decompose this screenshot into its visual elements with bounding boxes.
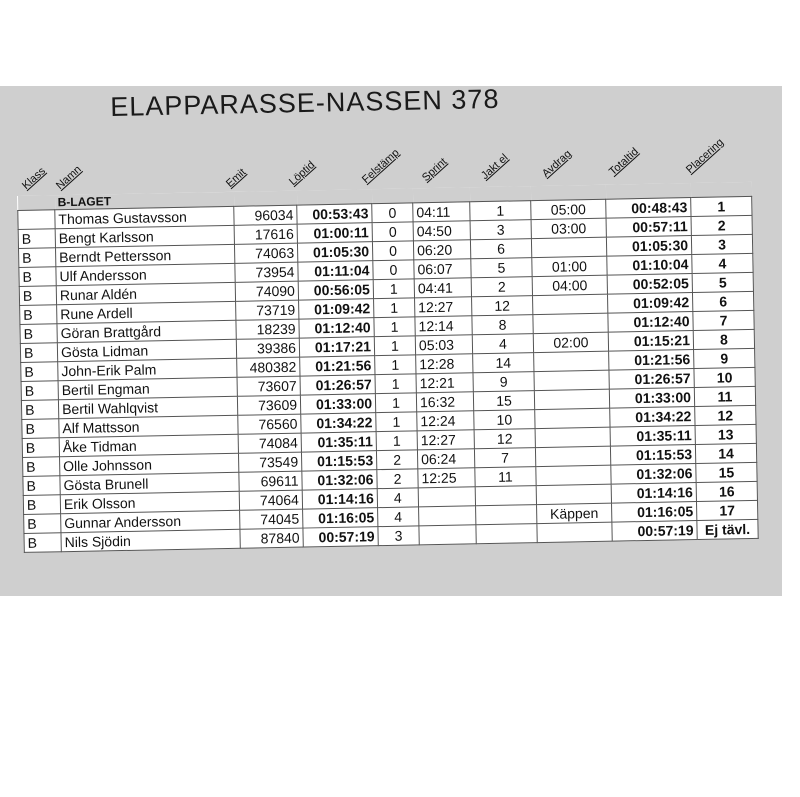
klass-cell: B — [22, 438, 59, 458]
name-cell: Thomas Gustavsson — [55, 206, 234, 228]
felstamp-cell: 0 — [372, 203, 413, 223]
felstamp-cell: 1 — [375, 393, 416, 413]
header-namn: Namn — [53, 163, 84, 192]
felstamp-cell: 1 — [374, 298, 415, 318]
placering-cell: 3 — [691, 234, 752, 254]
name-cell: Bertil Wahlqvist — [58, 396, 237, 418]
loptid-cell: 00:56:05 — [298, 280, 373, 300]
klass-cell: B — [22, 419, 59, 439]
emit-cell: 73549 — [238, 452, 301, 472]
sprint-cell: 12:14 — [415, 316, 472, 336]
felstamp-cell: 0 — [372, 241, 413, 261]
loptid-cell: 01:05:30 — [297, 242, 372, 262]
jakt-cell: 12 — [474, 429, 535, 449]
totaltid-cell: 01:34:22 — [610, 407, 695, 428]
avdrag-cell — [534, 351, 609, 371]
avdrag-cell: Käppen — [537, 503, 612, 523]
name-cell: Åke Tidman — [59, 434, 238, 456]
avdrag-cell — [535, 446, 610, 466]
loptid-cell: 00:53:43 — [297, 204, 372, 224]
name-cell: Gunnar Andersson — [61, 510, 240, 532]
placering-cell: Ej tävl. — [697, 519, 758, 539]
name-cell: Runar Aldén — [56, 282, 235, 304]
name-cell: Gösta Lidman — [57, 339, 236, 361]
name-cell: Alf Mattsson — [59, 415, 238, 437]
totaltid-cell: 01:12:40 — [608, 312, 693, 333]
placering-cell: 11 — [694, 386, 755, 406]
loptid-cell: 01:34:22 — [301, 413, 376, 433]
jakt-cell: 7 — [474, 448, 535, 468]
loptid-cell: 01:35:11 — [301, 432, 376, 452]
klass-cell: B — [24, 514, 61, 534]
header-loptid: Löptid — [286, 159, 318, 188]
emit-cell: 73954 — [235, 262, 298, 282]
totaltid-cell: 01:15:21 — [608, 331, 693, 352]
totaltid-cell: 01:14:16 — [611, 483, 696, 504]
name-cell: Erik Olsson — [60, 491, 239, 513]
felstamp-cell: 1 — [376, 431, 417, 451]
sprint-cell: 12:24 — [417, 411, 474, 431]
emit-cell: 480382 — [237, 357, 300, 377]
felstamp-cell: 0 — [372, 222, 413, 242]
felstamp-cell: 0 — [373, 260, 414, 280]
felstamp-cell: 1 — [375, 355, 416, 375]
klass-cell: B — [24, 533, 61, 553]
klass-cell: B — [19, 286, 56, 306]
felstamp-cell: 1 — [375, 374, 416, 394]
loptid-cell: 01:15:53 — [301, 451, 376, 471]
sprint-cell: 06:24 — [417, 449, 474, 469]
avdrag-cell: 05:00 — [531, 199, 606, 219]
felstamp-cell: 2 — [376, 450, 417, 470]
felstamp-cell: 4 — [377, 488, 418, 508]
avdrag-cell — [536, 484, 611, 504]
header-avdrag: Avdrag — [539, 147, 574, 180]
totaltid-cell: 01:33:00 — [609, 388, 694, 409]
klass-cell: B — [18, 229, 55, 249]
avdrag-cell: 04:00 — [532, 275, 607, 295]
placering-cell: 10 — [694, 367, 755, 387]
name-cell: Nils Sjödin — [61, 529, 240, 551]
placering-cell: 12 — [695, 405, 756, 425]
jakt-cell — [475, 486, 536, 506]
totaltid-cell: 00:48:43 — [606, 198, 691, 219]
felstamp-cell: 4 — [378, 507, 419, 527]
sprint-cell: 04:11 — [413, 202, 470, 222]
header-sprint: Sprint — [419, 155, 450, 184]
felstamp-cell: 1 — [376, 412, 417, 432]
emit-cell: 39386 — [236, 338, 299, 358]
klass-cell: B — [23, 457, 60, 477]
loptid-cell: 01:11:04 — [298, 261, 373, 281]
felstamp-cell: 1 — [374, 317, 415, 337]
klass-cell: B — [21, 400, 58, 420]
loptid-cell: 01:26:57 — [300, 375, 375, 395]
totaltid-cell: 01:21:56 — [609, 350, 694, 371]
loptid-cell: 01:33:00 — [300, 394, 375, 414]
klass-cell: B — [19, 267, 56, 287]
name-cell: Berndt Pettersson — [56, 244, 235, 266]
avdrag-cell — [533, 313, 608, 333]
sprint-cell: 12:27 — [415, 297, 472, 317]
felstamp-cell: 1 — [373, 279, 414, 299]
jakt-cell: 15 — [473, 391, 534, 411]
totaltid-cell: 00:52:05 — [607, 274, 692, 295]
emit-cell: 73719 — [236, 300, 299, 320]
header-felstamp: Felstämp — [359, 146, 402, 186]
emit-cell: 74084 — [238, 433, 301, 453]
avdrag-cell — [534, 389, 609, 409]
jakt-cell: 2 — [471, 277, 532, 297]
sprint-cell: 12:21 — [416, 373, 473, 393]
page-title: ELAPPARASSE-NASSEN 378 — [110, 83, 500, 122]
jakt-cell: 11 — [475, 467, 536, 487]
header-jakt: Jakt el — [478, 151, 511, 182]
placering-cell: 4 — [692, 253, 753, 273]
header-klass: Klass — [19, 165, 48, 192]
name-cell: Bengt Karlsson — [55, 225, 234, 247]
totaltid-cell: 01:16:05 — [612, 502, 697, 523]
loptid-cell: 01:21:56 — [300, 356, 375, 376]
totaltid-cell: 00:57:11 — [606, 217, 691, 238]
name-cell: Ulf Andersson — [56, 263, 235, 285]
sprint-cell — [419, 525, 476, 545]
emit-cell: 74045 — [240, 509, 303, 529]
emit-cell: 96034 — [234, 205, 297, 225]
totaltid-cell: 01:15:53 — [610, 445, 695, 466]
placering-cell: 5 — [692, 272, 753, 292]
placering-cell: 7 — [693, 310, 754, 330]
avdrag-cell — [535, 408, 610, 428]
placering-cell: 14 — [695, 443, 756, 463]
felstamp-cell: 1 — [374, 336, 415, 356]
avdrag-cell — [533, 294, 608, 314]
loptid-cell: 01:14:16 — [302, 489, 377, 509]
emit-cell: 17616 — [234, 224, 297, 244]
klass-cell: B — [21, 381, 58, 401]
totaltid-cell: 01:32:06 — [611, 464, 696, 485]
sprint-cell: 16:32 — [416, 392, 473, 412]
placering-cell: 16 — [696, 481, 757, 501]
emit-cell: 87840 — [240, 528, 303, 548]
jakt-cell: 12 — [472, 296, 533, 316]
name-cell: Rune Ardell — [57, 301, 236, 323]
name-cell: Bertil Engman — [58, 377, 237, 399]
loptid-cell: 00:57:19 — [303, 527, 378, 547]
loptid-cell: 01:16:05 — [303, 508, 378, 528]
avdrag-cell: 02:00 — [533, 332, 608, 352]
placering-cell: 13 — [695, 424, 756, 444]
emit-cell: 69611 — [239, 471, 302, 491]
name-cell: Olle Johnsson — [60, 453, 239, 475]
klass-cell — [18, 210, 55, 230]
placering-cell: 2 — [691, 215, 752, 235]
avdrag-cell — [535, 427, 610, 447]
loptid-cell: 01:17:21 — [299, 337, 374, 357]
klass-cell: B — [21, 362, 58, 382]
jakt-cell — [476, 505, 537, 525]
avdrag-cell — [534, 370, 609, 390]
jakt-cell — [476, 524, 537, 544]
emit-cell: 74063 — [234, 243, 297, 263]
placering-cell: 1 — [691, 196, 752, 216]
header-placering: Placering — [683, 136, 727, 176]
name-cell: Göran Brattgård — [57, 320, 236, 342]
avdrag-cell — [531, 237, 606, 257]
jakt-cell: 10 — [474, 410, 535, 430]
jakt-cell: 4 — [472, 334, 533, 354]
avdrag-cell: 03:00 — [531, 218, 606, 238]
totaltid-cell: 01:09:42 — [607, 293, 692, 314]
klass-cell: B — [20, 305, 57, 325]
results-table-wrapper — [17, 182, 759, 553]
sprint-cell: 12:27 — [417, 430, 474, 450]
placering-cell: 6 — [692, 291, 753, 311]
loptid-cell: 01:32:06 — [302, 470, 377, 490]
sprint-cell: 04:50 — [413, 221, 470, 241]
totaltid-cell: 01:26:57 — [609, 369, 694, 390]
jakt-cell: 3 — [470, 220, 531, 240]
loptid-cell: 01:12:40 — [299, 318, 374, 338]
placering-cell: 15 — [696, 462, 757, 482]
loptid-cell: 01:00:11 — [297, 223, 372, 243]
sprint-cell: 06:07 — [414, 259, 471, 279]
klass-cell: B — [23, 495, 60, 515]
placering-cell: 17 — [696, 500, 757, 520]
name-cell: John-Erik Palm — [58, 358, 237, 380]
sprint-cell: 06:20 — [413, 240, 470, 260]
totaltid-cell: 01:10:04 — [607, 255, 692, 276]
jakt-cell: 5 — [471, 258, 532, 278]
jakt-cell: 14 — [473, 353, 534, 373]
avdrag-cell — [536, 465, 611, 485]
section-label: B-LAGET — [54, 192, 233, 210]
header-emit: Emit — [223, 166, 249, 190]
header-totaltid: Totaltid — [606, 145, 641, 178]
sprint-cell: 05:03 — [415, 335, 472, 355]
totaltid-cell: 01:05:30 — [606, 236, 691, 257]
sprint-cell: 04:41 — [414, 278, 471, 298]
placering-cell: 9 — [694, 348, 755, 368]
emit-cell: 76560 — [238, 414, 301, 434]
klass-cell: B — [19, 248, 56, 268]
emit-cell: 74064 — [239, 490, 302, 510]
jakt-cell: 9 — [473, 372, 534, 392]
felstamp-cell: 2 — [377, 469, 418, 489]
column-headers — [0, 0, 800, 200]
totaltid-cell: 00:57:19 — [612, 521, 697, 542]
emit-cell: 18239 — [236, 319, 299, 339]
emit-cell: 74090 — [235, 281, 298, 301]
klass-cell: B — [23, 476, 60, 496]
placering-cell: 8 — [693, 329, 754, 349]
jakt-cell: 6 — [470, 239, 531, 259]
loptid-cell: 01:09:42 — [299, 299, 374, 319]
avdrag-cell: 01:00 — [532, 256, 607, 276]
avdrag-cell — [537, 522, 612, 542]
jakt-cell: 8 — [472, 315, 533, 335]
results-table — [17, 182, 759, 553]
klass-cell: B — [20, 343, 57, 363]
jakt-cell: 1 — [470, 201, 531, 221]
emit-cell: 73607 — [237, 376, 300, 396]
felstamp-cell: 3 — [378, 526, 419, 546]
name-cell: Gösta Brunell — [60, 472, 239, 494]
totaltid-cell: 01:35:11 — [610, 426, 695, 447]
sprint-cell — [418, 487, 475, 507]
sprint-cell: 12:25 — [418, 468, 475, 488]
sprint-cell — [419, 506, 476, 526]
klass-cell: B — [20, 324, 57, 344]
sprint-cell: 12:28 — [416, 354, 473, 374]
emit-cell: 73609 — [237, 395, 300, 415]
